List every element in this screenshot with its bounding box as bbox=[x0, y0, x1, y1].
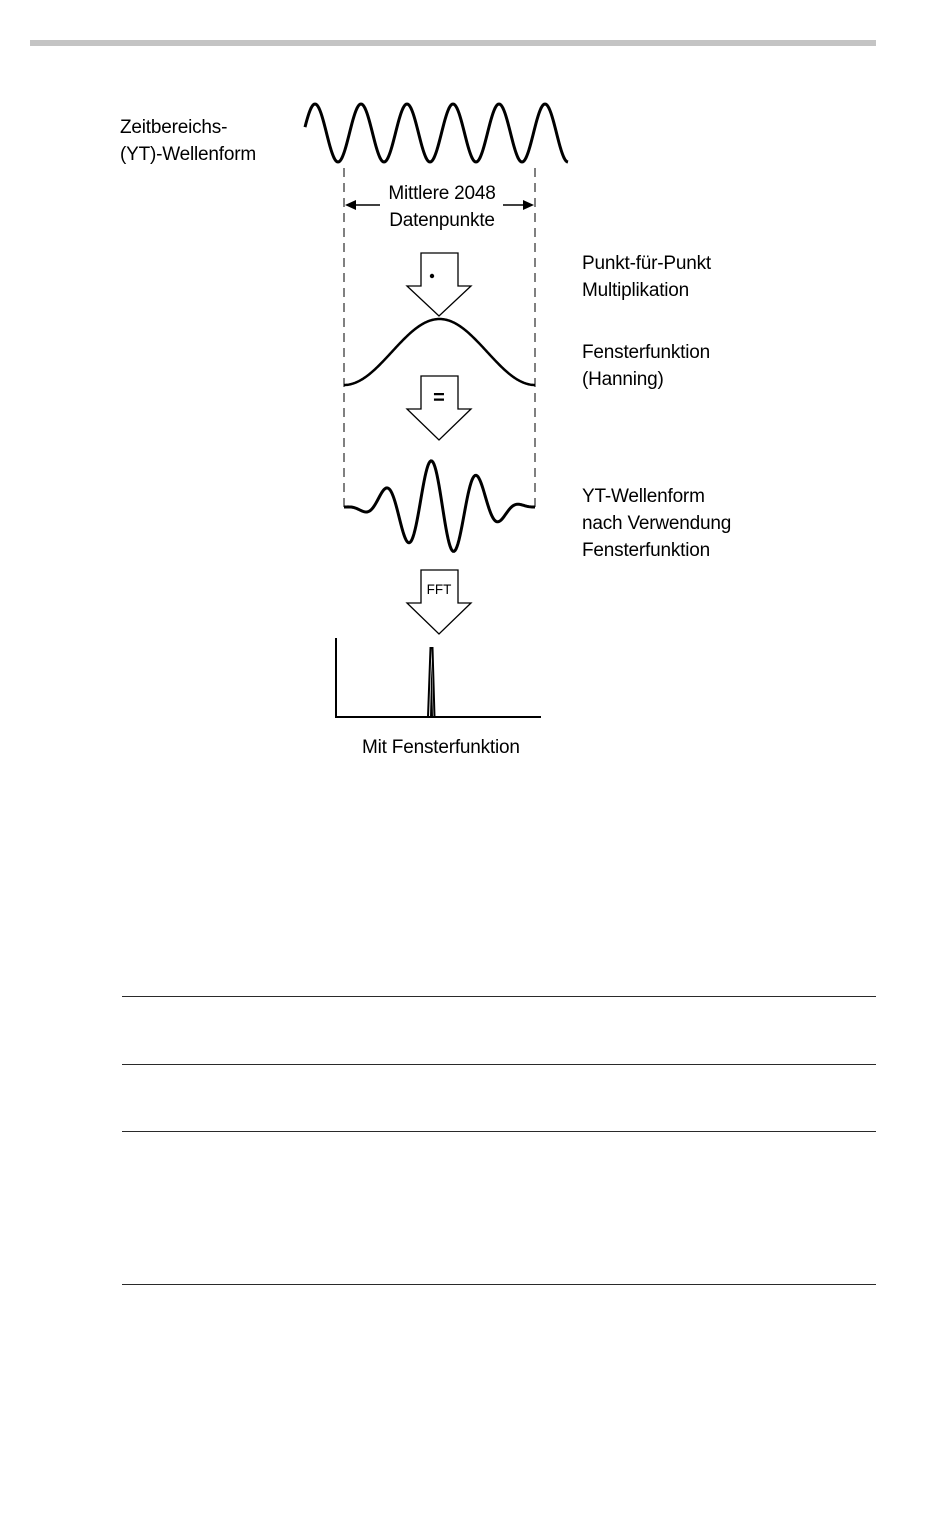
result-caption: Mit Fensterfunktion bbox=[362, 737, 520, 758]
table-rule bbox=[122, 996, 876, 997]
multiply-arrow bbox=[407, 253, 471, 316]
pointwise-multiplication-label: Punkt-für-Punkt Multiplikation bbox=[582, 253, 711, 301]
fft-arrow bbox=[407, 570, 471, 634]
windowed-waveform bbox=[344, 461, 535, 551]
span-arrow-right bbox=[503, 200, 534, 210]
time-domain-waveform bbox=[305, 104, 568, 162]
spectrum-plot bbox=[335, 638, 541, 718]
span-arrow-left bbox=[345, 200, 380, 210]
fft-label: FFT bbox=[426, 582, 452, 597]
hanning-window-curve bbox=[344, 319, 535, 385]
table-rule bbox=[122, 1064, 876, 1065]
multiply-dot bbox=[430, 274, 434, 278]
time-domain-label: Zeitbereichs- (YT)-Wellenform bbox=[120, 117, 256, 165]
windowed-waveform-label: YT-Wellenform nach Verwendung Fensterfunktion bbox=[582, 486, 732, 561]
equals-sign: = bbox=[433, 387, 445, 409]
middle-points-label: Mittlere 2048 Datenpunkte bbox=[388, 183, 496, 231]
table-rule bbox=[122, 1131, 876, 1132]
window-function-label: Fensterfunktion (Hanning) bbox=[582, 342, 710, 390]
table-rule bbox=[122, 1284, 876, 1285]
equals-arrow bbox=[407, 376, 471, 440]
